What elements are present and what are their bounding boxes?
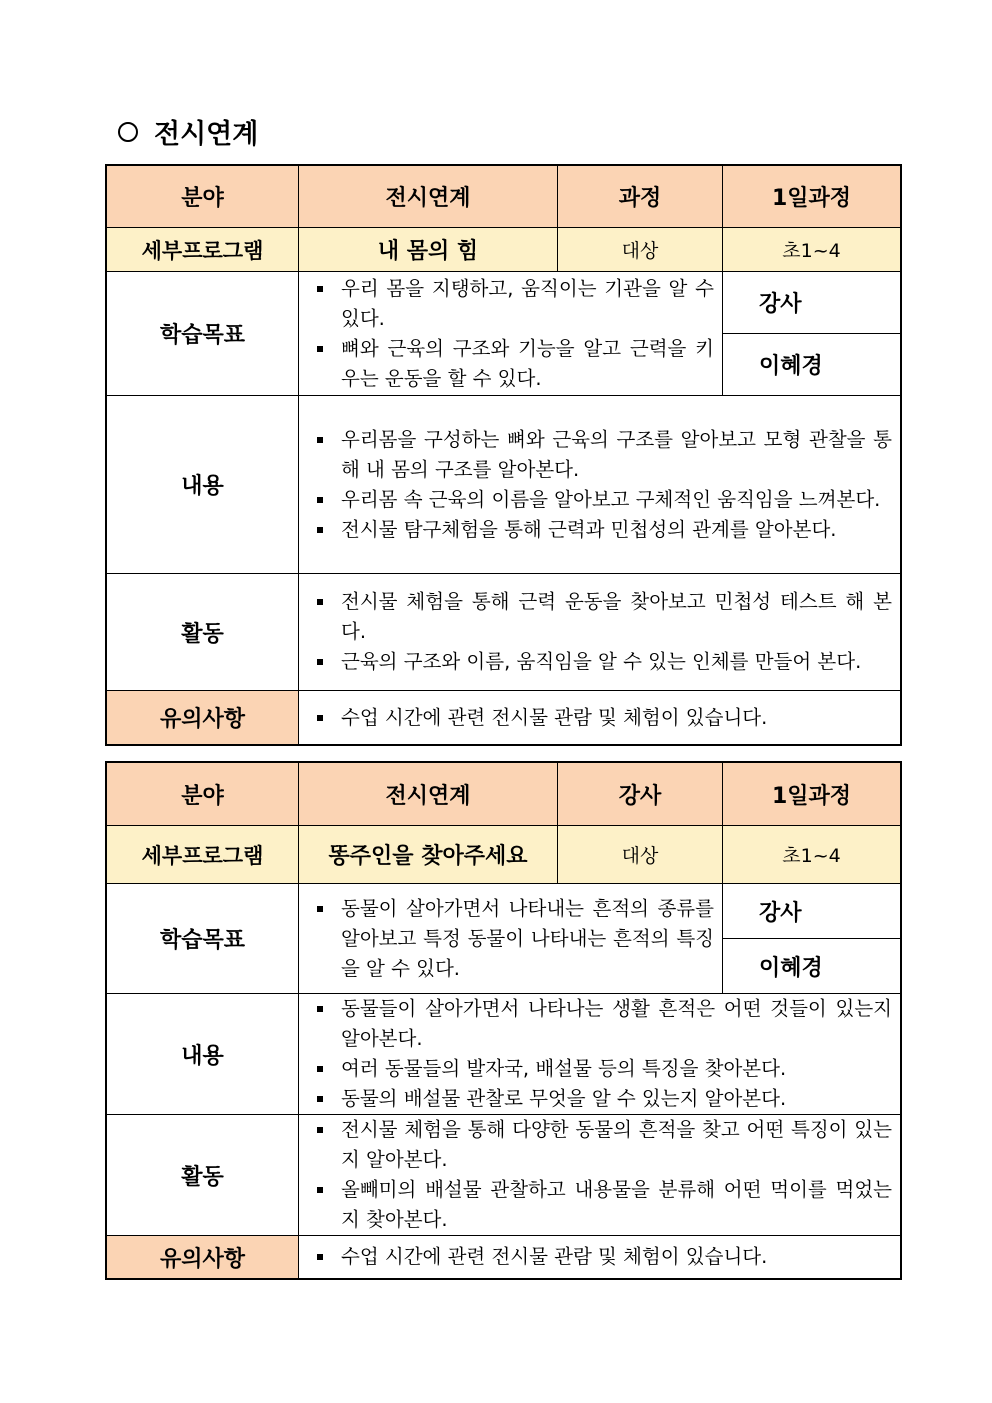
- activity-label: 활동: [107, 1115, 299, 1236]
- activity-cell: [299, 1115, 901, 1236]
- content-label: 내용: [107, 994, 299, 1115]
- notes-list: [299, 703, 900, 733]
- content-label: 내용: [107, 396, 299, 574]
- activity-list: [299, 1115, 900, 1235]
- content-list: [299, 994, 900, 1114]
- goals-list: [299, 274, 722, 394]
- goal-item: 우리 몸을 지탱하고, 움직이는 기관을 알 수 있다.: [309, 274, 714, 334]
- instructor-label: 강사: [723, 884, 901, 939]
- goals-cell: [299, 272, 723, 396]
- subprogram-name: 내 몸의 힘: [299, 228, 558, 272]
- notes-item: 수업 시간에 관련 전시물 관람 및 체험이 있습니다.: [309, 1242, 892, 1272]
- goal-item: 동물이 살아가면서 나타내는 흔적의 종류를 알아보고 특정 동물이 나타내는 흔적의 특징을 알 수 있다.: [309, 894, 714, 984]
- circle-icon: [118, 122, 138, 142]
- content-item: 동물의 배설물 관찰로 무엇을 알 수 있는지 알아본다.: [309, 1084, 892, 1114]
- course-label: 과정: [558, 166, 723, 228]
- notes-cell: [299, 691, 901, 745]
- activity-cell: [299, 574, 901, 691]
- course-value: 1일과정: [723, 166, 901, 228]
- target-label: 대상: [558, 826, 723, 884]
- content-item: 여러 동물들의 발자국, 배설물 등의 특징을 찾아본다.: [309, 1054, 892, 1084]
- instructor-name: 이혜경: [723, 334, 901, 396]
- content-item: 전시물 탐구체험을 통해 근력과 민첩성의 관계를 알아본다.: [309, 515, 892, 545]
- target-value: 초1~4: [723, 826, 901, 884]
- content-list: [299, 425, 900, 545]
- goals-label: 학습목표: [107, 272, 299, 396]
- field-value: 전시연계: [299, 166, 558, 228]
- field-label: 분야: [107, 166, 299, 228]
- target-label: 대상: [558, 228, 723, 272]
- notes-label: 유의사항: [107, 691, 299, 745]
- activity-item: 전시물 체험을 통해 다양한 동물의 흔적을 찾고 어떤 특징이 있는지 알아본다.: [309, 1115, 892, 1175]
- activity-item: 전시물 체험을 통해 근력 운동을 찾아보고 민첩성 테스트 해 본다.: [309, 587, 892, 647]
- field-label: 분야: [107, 763, 299, 826]
- content-item: 우리몸 속 근육의 이름을 알아보고 구체적인 움직임을 느껴본다.: [309, 485, 892, 515]
- goals-label: 학습목표: [107, 884, 299, 994]
- section-title: [118, 112, 258, 151]
- notes-label: 유의사항: [107, 1236, 299, 1279]
- subprogram-label: 세부프로그램: [107, 826, 299, 884]
- notes-list: [299, 1242, 900, 1272]
- activity-label: 활동: [107, 574, 299, 691]
- content-item: 우리몸을 구성하는 뼈와 근육의 구조를 알아보고 모형 관찰을 통해 내 몸의 구조를 알아본다.: [309, 425, 892, 485]
- goals-list: [299, 894, 722, 984]
- subprogram-label: 세부프로그램: [107, 228, 299, 272]
- program-table-2: [106, 762, 901, 1279]
- course-label: 강사: [558, 763, 723, 826]
- instructor-label: 강사: [723, 272, 901, 334]
- section-title-text: 전시연계: [154, 119, 259, 150]
- target-value: 초1~4: [723, 228, 901, 272]
- content-item: 동물들이 살아가면서 나타나는 생활 흔적은 어떤 것들이 있는지 알아본다.: [309, 994, 892, 1054]
- field-value: 전시연계: [299, 763, 558, 826]
- goal-item: 뼈와 근육의 구조와 기능을 알고 근력을 키우는 운동을 할 수 있다.: [309, 334, 714, 394]
- activity-item: 올빼미의 배설물 관찰하고 내용물을 분류해 어떤 먹이를 먹었는지 찾아본다.: [309, 1175, 892, 1235]
- goals-cell: [299, 884, 723, 994]
- notes-cell: [299, 1236, 901, 1279]
- course-value: 1일과정: [723, 763, 901, 826]
- activity-list: [299, 587, 900, 677]
- content-cell: [299, 396, 901, 574]
- content-cell: [299, 994, 901, 1115]
- activity-item: 근육의 구조와 이름, 움직임을 알 수 있는 인체를 만들어 본다.: [309, 647, 892, 677]
- instructor-name: 이혜경: [723, 939, 901, 994]
- program-table-1: [106, 165, 901, 745]
- notes-item: 수업 시간에 관련 전시물 관람 및 체험이 있습니다.: [309, 703, 892, 733]
- subprogram-name: 똥주인을 찾아주세요: [299, 826, 558, 884]
